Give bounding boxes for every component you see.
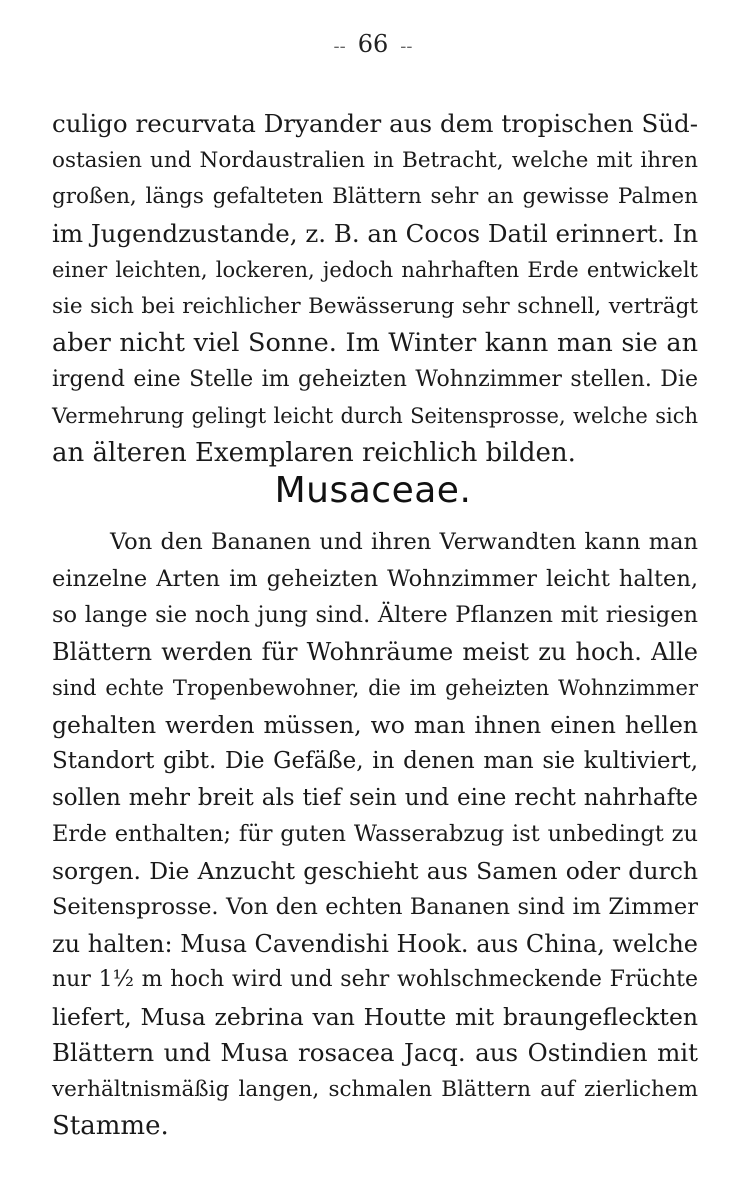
text-line: sollen mehr breit als tief sein und eine recht nahrhafte <box>52 784 698 811</box>
text-line: verhältnismäßig langen, schmalen Blättern auf zierlichem <box>52 1076 698 1102</box>
text-line: Blättern und Musa rosacea Jacq. aus Ostindien mit <box>52 1038 698 1067</box>
text-line: Blättern werden für Wohnräume meist zu hoch. Alle <box>52 637 698 666</box>
paragraph-musaceae <box>52 524 698 1145</box>
header-dash-right: -- <box>400 36 413 57</box>
text-line: großen, längs gefalteten Blättern sehr an gewisse Palmen <box>52 184 698 209</box>
text-line: liefert, Musa zebrina van Houtte mit braungefleckten <box>52 1002 698 1031</box>
text-line: Seitensprosse. Von den echten Bananen sind im Zimmer <box>52 894 698 920</box>
text-line: Stamme. <box>52 1111 169 1141</box>
text-line: irgend eine Stelle im geheizten Wohnzimmer stellen. Die <box>52 366 698 392</box>
section-heading: Musaceae. <box>274 470 472 511</box>
text-line: sind echte Tropenbewohner, die im geheizten Wohnzimmer <box>52 676 698 700</box>
text-line: sie sich bei reichlicher Bewässerung sehr schnell, verträgt <box>52 293 698 319</box>
text-line: nur 1½ m hoch wird und sehr wohlschmeckende Früchte <box>52 967 698 992</box>
text-line: sorgen. Die Anzucht geschieht aus Samen oder durch <box>52 856 698 885</box>
text-line: einer leichten, lockeren, jedoch nahrhaften Erde entwickelt <box>52 258 698 282</box>
text-line: im Jugendzustande, z. B. an Cocos Datil erinnert. In <box>52 218 699 248</box>
text-line: culigo recurvata Dryander aus dem tropischen Süd- <box>52 109 698 138</box>
header-dash-left: -- <box>333 36 346 57</box>
text-line: ostasien und Nordaustralien in Betracht, welche mit ihren <box>52 147 698 173</box>
text-line: einzelne Arten im geheizten Wohnzimmer leicht halten, <box>52 565 698 592</box>
text-line: aber nicht viel Sonne. Im Winter kann man sie an <box>52 328 698 358</box>
text-line: Von den Bananen und ihren Verwandten kann man <box>110 529 698 555</box>
text-line: Standort gibt. Die Gefäße, in denen man sie kultiviert, <box>52 748 698 774</box>
page-number: 66 <box>357 30 389 58</box>
page-number-header <box>0 30 746 58</box>
text-line: Vermehrung gelingt leicht durch Seitensprosse, welche sich <box>52 404 698 428</box>
text-line: zu halten: Musa Cavendishi Hook. aus China, welche <box>52 929 698 958</box>
text-line: so lange sie noch jung sind. Ältere Pflanzen mit riesigen <box>52 602 698 628</box>
text-line: gehalten werden müssen, wo man ihnen einen hellen <box>52 710 698 739</box>
text-line: an älteren Exemplaren reichlich bilden. <box>52 437 576 468</box>
text-line: Erde enthalten; für guten Wasserabzug ist unbedingt zu <box>52 821 698 847</box>
paragraph-continued <box>52 106 698 471</box>
